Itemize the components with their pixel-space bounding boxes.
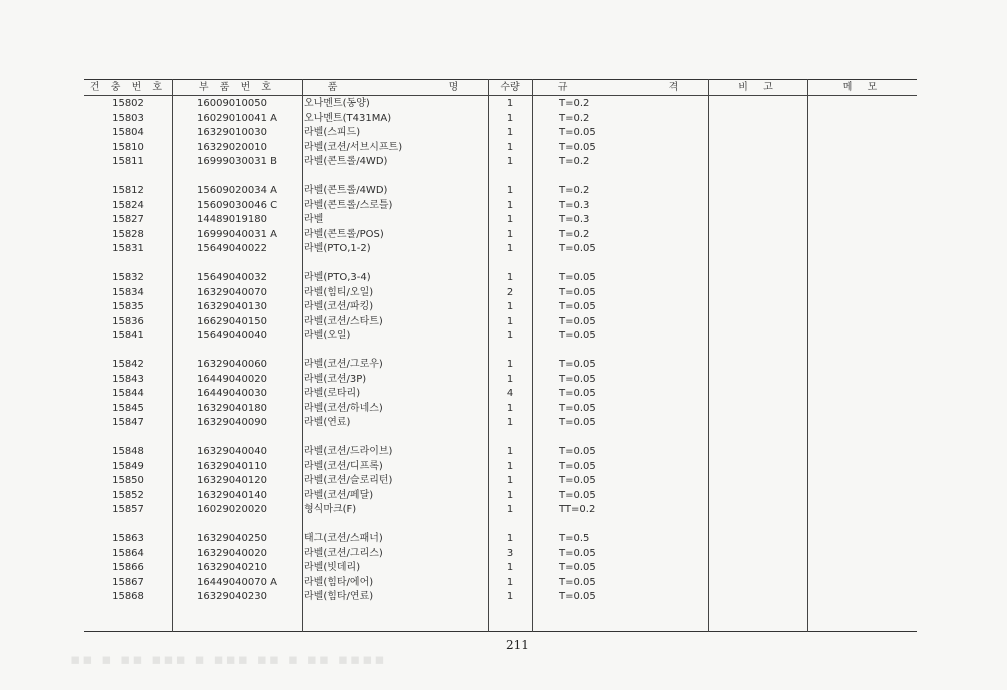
spec-cell: T=0.05 bbox=[559, 315, 596, 327]
table-row bbox=[84, 532, 917, 547]
qty-cell: 1 bbox=[506, 243, 514, 254]
table-row bbox=[84, 242, 917, 257]
name-cell: 라벨(연료) bbox=[304, 417, 351, 428]
spec-cell: T=0.05 bbox=[559, 330, 596, 341]
table-row bbox=[84, 445, 917, 460]
qty-cell: 1 bbox=[506, 562, 514, 573]
qty-cell: 1 bbox=[506, 301, 514, 312]
table-row bbox=[84, 315, 917, 330]
name-cell: 라벨(PTO,1-2) bbox=[304, 243, 371, 254]
spec-cell: T=0.2 bbox=[559, 156, 590, 167]
qty-cell: 1 bbox=[506, 272, 514, 283]
name-cell: 태그(코션/스패너) bbox=[304, 533, 383, 544]
name-cell: 라벨(빗데리) bbox=[304, 562, 361, 573]
qty-cell: 2 bbox=[506, 286, 514, 298]
qty-cell: 1 bbox=[506, 156, 514, 167]
name-cell: 형식마크(F) bbox=[304, 504, 357, 515]
part-no-cell: 16009010050 bbox=[197, 98, 267, 109]
name-cell: 라벨(코션/스타트) bbox=[304, 315, 383, 327]
spec-cell: T=0.05 bbox=[559, 591, 596, 602]
table-row bbox=[84, 474, 917, 489]
part-no-cell: 16329040060 bbox=[197, 359, 267, 370]
table-row bbox=[84, 416, 917, 431]
row-spacer bbox=[84, 431, 917, 446]
spec-cell: T=0.05 bbox=[559, 547, 596, 559]
build-no-cell: 15852 bbox=[112, 489, 144, 501]
build-no-cell: 15836 bbox=[112, 315, 144, 327]
name-cell: 라벨(코션/하네스) bbox=[304, 402, 383, 414]
table-row bbox=[84, 358, 917, 373]
table-row bbox=[84, 460, 917, 475]
table-header bbox=[84, 80, 917, 95]
build-no-cell: 15844 bbox=[112, 388, 144, 399]
header-memo: 메 모 bbox=[842, 82, 882, 93]
part-no-cell: 16029010041 A bbox=[197, 112, 278, 124]
build-no-cell: 15812 bbox=[112, 185, 144, 196]
part-no-cell: 15649040032 bbox=[197, 272, 267, 283]
build-no-cell: 15827 bbox=[112, 214, 144, 225]
row-spacer bbox=[84, 344, 917, 359]
part-no-cell: 16329040110 bbox=[197, 460, 267, 472]
spec-cell: T=0.05 bbox=[559, 562, 596, 573]
qty-cell: 1 bbox=[506, 373, 514, 385]
build-no-cell: 15842 bbox=[112, 359, 144, 370]
name-cell: 오나멘트(T431MA) bbox=[304, 112, 392, 124]
build-no-cell: 15847 bbox=[112, 417, 144, 428]
name-cell: 라벨(코션/디프록) bbox=[304, 460, 383, 472]
build-no-cell: 15863 bbox=[112, 533, 144, 544]
table-row bbox=[84, 184, 917, 199]
build-no-cell: 15811 bbox=[112, 156, 144, 167]
spec-cell: T=0.05 bbox=[559, 489, 596, 501]
part-no-cell: 16329040020 bbox=[197, 547, 267, 559]
part-no-cell: 16329020010 bbox=[197, 141, 267, 153]
part-no-cell: 16999030031 B bbox=[197, 156, 278, 167]
table-row bbox=[84, 329, 917, 344]
spec-cell: T=0.05 bbox=[559, 373, 596, 385]
build-no-cell: 15835 bbox=[112, 301, 144, 312]
part-no-cell: 15649040022 bbox=[197, 243, 267, 254]
name-cell: 라벨(힘타/에어) bbox=[304, 576, 374, 588]
name-cell: 라벨(코션/서브시프트) bbox=[304, 141, 403, 153]
part-no-cell: 16329010030 bbox=[197, 127, 267, 138]
spec-cell: T=0.5 bbox=[559, 533, 590, 544]
table-row bbox=[84, 228, 917, 243]
qty-cell: 1 bbox=[506, 402, 514, 414]
spec-cell: T=0.2 bbox=[559, 98, 590, 109]
build-no-cell: 15850 bbox=[112, 475, 144, 486]
table-row bbox=[84, 286, 917, 301]
qty-cell: 1 bbox=[506, 504, 514, 515]
spec-cell: T=0.05 bbox=[559, 359, 596, 370]
spec-cell: T=0.05 bbox=[559, 141, 596, 153]
qty-cell: 1 bbox=[506, 489, 514, 501]
spec-cell: T=0.3 bbox=[559, 199, 590, 211]
spec-cell: T=0.2 bbox=[559, 112, 590, 124]
name-cell: 오나멘트(동양) bbox=[304, 98, 370, 109]
header-bottom-rule bbox=[84, 95, 917, 96]
build-no-cell: 15845 bbox=[112, 402, 144, 414]
name-cell: 라벨(코션/그리스) bbox=[304, 547, 383, 559]
build-no-cell: 15857 bbox=[112, 504, 144, 515]
spec-cell: T=0.05 bbox=[559, 286, 596, 298]
header-part-no: 부 품 번 호 bbox=[198, 82, 276, 93]
name-cell: 라벨(코션/3P) bbox=[304, 373, 367, 385]
page-number: 211 bbox=[506, 638, 529, 652]
qty-cell: 1 bbox=[506, 417, 514, 428]
qty-cell: 1 bbox=[506, 533, 514, 544]
table-row bbox=[84, 300, 917, 315]
build-no-cell: 15867 bbox=[112, 576, 144, 588]
header-name: 품 명 bbox=[327, 82, 463, 93]
build-no-cell: 15832 bbox=[112, 272, 144, 283]
spec-cell: T=0.05 bbox=[559, 388, 596, 399]
qty-cell: 1 bbox=[506, 460, 514, 472]
name-cell: 라벨(콘트롤/4WD) bbox=[304, 156, 388, 167]
name-cell: 라벨(콘트롤/스로틀) bbox=[304, 199, 393, 211]
part-no-cell: 15609020034 A bbox=[197, 185, 278, 196]
part-no-cell: 16329040120 bbox=[197, 475, 267, 486]
build-no-cell: 15868 bbox=[112, 591, 144, 602]
header-build-no: 건 충 번 호 bbox=[89, 82, 167, 93]
build-no-cell: 15841 bbox=[112, 330, 144, 341]
qty-cell: 1 bbox=[506, 214, 514, 225]
build-no-cell: 15864 bbox=[112, 547, 144, 559]
part-no-cell: 16999040031 A bbox=[197, 228, 278, 240]
table-row bbox=[84, 561, 917, 576]
part-no-cell: 16329040040 bbox=[197, 446, 267, 457]
qty-cell: 1 bbox=[506, 475, 514, 486]
part-no-cell: 16329040090 bbox=[197, 417, 267, 428]
build-no-cell: 15849 bbox=[112, 460, 144, 472]
qty-cell: 1 bbox=[506, 330, 514, 341]
spec-cell: T=0.3 bbox=[559, 214, 590, 225]
part-no-cell: 16329040070 bbox=[197, 286, 267, 298]
qty-cell: 1 bbox=[506, 141, 514, 153]
part-no-cell: 16449040070 A bbox=[197, 576, 278, 588]
table-row bbox=[84, 547, 917, 562]
part-no-cell: 16629040150 bbox=[197, 315, 267, 327]
spec-cell: T=0.05 bbox=[559, 272, 596, 283]
qty-cell: 1 bbox=[506, 185, 514, 196]
part-no-cell: 16329040250 bbox=[197, 533, 267, 544]
build-no-cell: 15810 bbox=[112, 141, 144, 153]
spec-cell: TT=0.2 bbox=[559, 504, 596, 515]
name-cell: 라벨(콘트롤/4WD) bbox=[304, 185, 388, 196]
build-no-cell: 15804 bbox=[112, 127, 144, 138]
row-spacer bbox=[84, 518, 917, 533]
table-row bbox=[84, 141, 917, 156]
qty-cell: 3 bbox=[506, 547, 514, 559]
name-cell: 라벨(PTO,3-4) bbox=[304, 272, 371, 283]
table-row bbox=[84, 112, 917, 127]
name-cell: 라벨(힘티/오일) bbox=[304, 286, 374, 298]
part-no-cell: 15609030046 C bbox=[197, 199, 278, 211]
table-row bbox=[84, 271, 917, 286]
build-no-cell: 15831 bbox=[112, 243, 144, 254]
header-remarks: 비 고 bbox=[738, 82, 777, 93]
table-row bbox=[84, 213, 917, 228]
build-no-cell: 15848 bbox=[112, 446, 144, 457]
build-no-cell: 15834 bbox=[112, 286, 144, 298]
table-row bbox=[84, 97, 917, 112]
table-row bbox=[84, 402, 917, 417]
qty-cell: 1 bbox=[506, 127, 514, 138]
name-cell: 라벨(코션/그로우) bbox=[304, 359, 383, 370]
build-no-cell: 15828 bbox=[112, 228, 144, 240]
qty-cell: 1 bbox=[506, 112, 514, 124]
table-row bbox=[84, 155, 917, 170]
name-cell: 라벨(스피드) bbox=[304, 127, 361, 138]
build-no-cell: 15843 bbox=[112, 373, 144, 385]
qty-cell: 1 bbox=[506, 591, 514, 602]
table-row bbox=[84, 199, 917, 214]
name-cell: 라벨(로타리) bbox=[304, 388, 361, 399]
spec-cell: T=0.2 bbox=[559, 228, 590, 240]
table-row bbox=[84, 590, 917, 605]
row-spacer bbox=[84, 170, 917, 185]
table-row bbox=[84, 489, 917, 504]
part-no-cell: 16329040210 bbox=[197, 562, 267, 573]
table-row bbox=[84, 373, 917, 388]
name-cell: 라벨 bbox=[304, 214, 324, 225]
part-no-cell: 16329040140 bbox=[197, 489, 267, 501]
spec-cell: T=0.05 bbox=[559, 402, 596, 414]
qty-cell: 1 bbox=[506, 315, 514, 327]
part-no-cell: 16329040230 bbox=[197, 591, 267, 602]
name-cell: 라벨(코션/페달) bbox=[304, 489, 374, 501]
table-row bbox=[84, 387, 917, 402]
table-body bbox=[84, 97, 917, 605]
name-cell: 라벨(코션/슬로리턴) bbox=[304, 475, 393, 486]
qty-cell: 1 bbox=[506, 576, 514, 588]
header-spec: 규 격 bbox=[557, 82, 683, 93]
part-no-cell: 15649040040 bbox=[197, 330, 267, 341]
part-no-cell: 16329040130 bbox=[197, 301, 267, 312]
spec-cell: T=0.05 bbox=[559, 460, 596, 472]
name-cell: 라벨(코션/파킹) bbox=[304, 301, 374, 312]
part-no-cell: 16449040020 bbox=[197, 373, 267, 385]
build-no-cell: 15866 bbox=[112, 562, 144, 573]
spec-cell: T=0.2 bbox=[559, 185, 590, 196]
build-no-cell: 15824 bbox=[112, 199, 144, 211]
table-bottom-rule bbox=[84, 631, 917, 632]
name-cell: 라벨(오일) bbox=[304, 330, 351, 341]
part-no-cell: 16029020020 bbox=[197, 504, 267, 515]
part-no-cell: 14489019180 bbox=[197, 214, 267, 225]
qty-cell: 1 bbox=[506, 228, 514, 240]
spec-cell: T=0.05 bbox=[559, 417, 596, 428]
name-cell: 라벨(콘트롤/POS) bbox=[304, 228, 384, 240]
bleed-through-text: ▪▪ ▪ ▪▪ ▪▪▪ ▪ ▪▪▪ ▪▪ ▪ ▪▪ ▪▪▪▪ bbox=[70, 650, 387, 666]
qty-cell: 1 bbox=[506, 199, 514, 211]
spec-cell: T=0.05 bbox=[559, 127, 596, 138]
name-cell: 라벨(힘타/연료) bbox=[304, 591, 374, 602]
spec-cell: T=0.05 bbox=[559, 446, 596, 457]
spec-cell: T=0.05 bbox=[559, 301, 596, 312]
qty-cell: 1 bbox=[506, 98, 514, 109]
build-no-cell: 15802 bbox=[112, 98, 144, 109]
name-cell: 라벨(코션/드라이브) bbox=[304, 446, 393, 457]
table-row bbox=[84, 576, 917, 591]
qty-cell: 1 bbox=[506, 359, 514, 370]
header-qty: 수량 bbox=[500, 82, 520, 93]
parts-table bbox=[84, 79, 917, 632]
row-spacer bbox=[84, 257, 917, 272]
build-no-cell: 15803 bbox=[112, 112, 144, 124]
spec-cell: T=0.05 bbox=[559, 475, 596, 486]
table-row bbox=[84, 126, 917, 141]
part-no-cell: 16449040030 bbox=[197, 388, 267, 399]
qty-cell: 1 bbox=[506, 446, 514, 457]
qty-cell: 4 bbox=[506, 388, 514, 399]
part-no-cell: 16329040180 bbox=[197, 402, 267, 414]
table-row bbox=[84, 503, 917, 518]
spec-cell: T=0.05 bbox=[559, 576, 596, 588]
spec-cell: T=0.05 bbox=[559, 243, 596, 254]
